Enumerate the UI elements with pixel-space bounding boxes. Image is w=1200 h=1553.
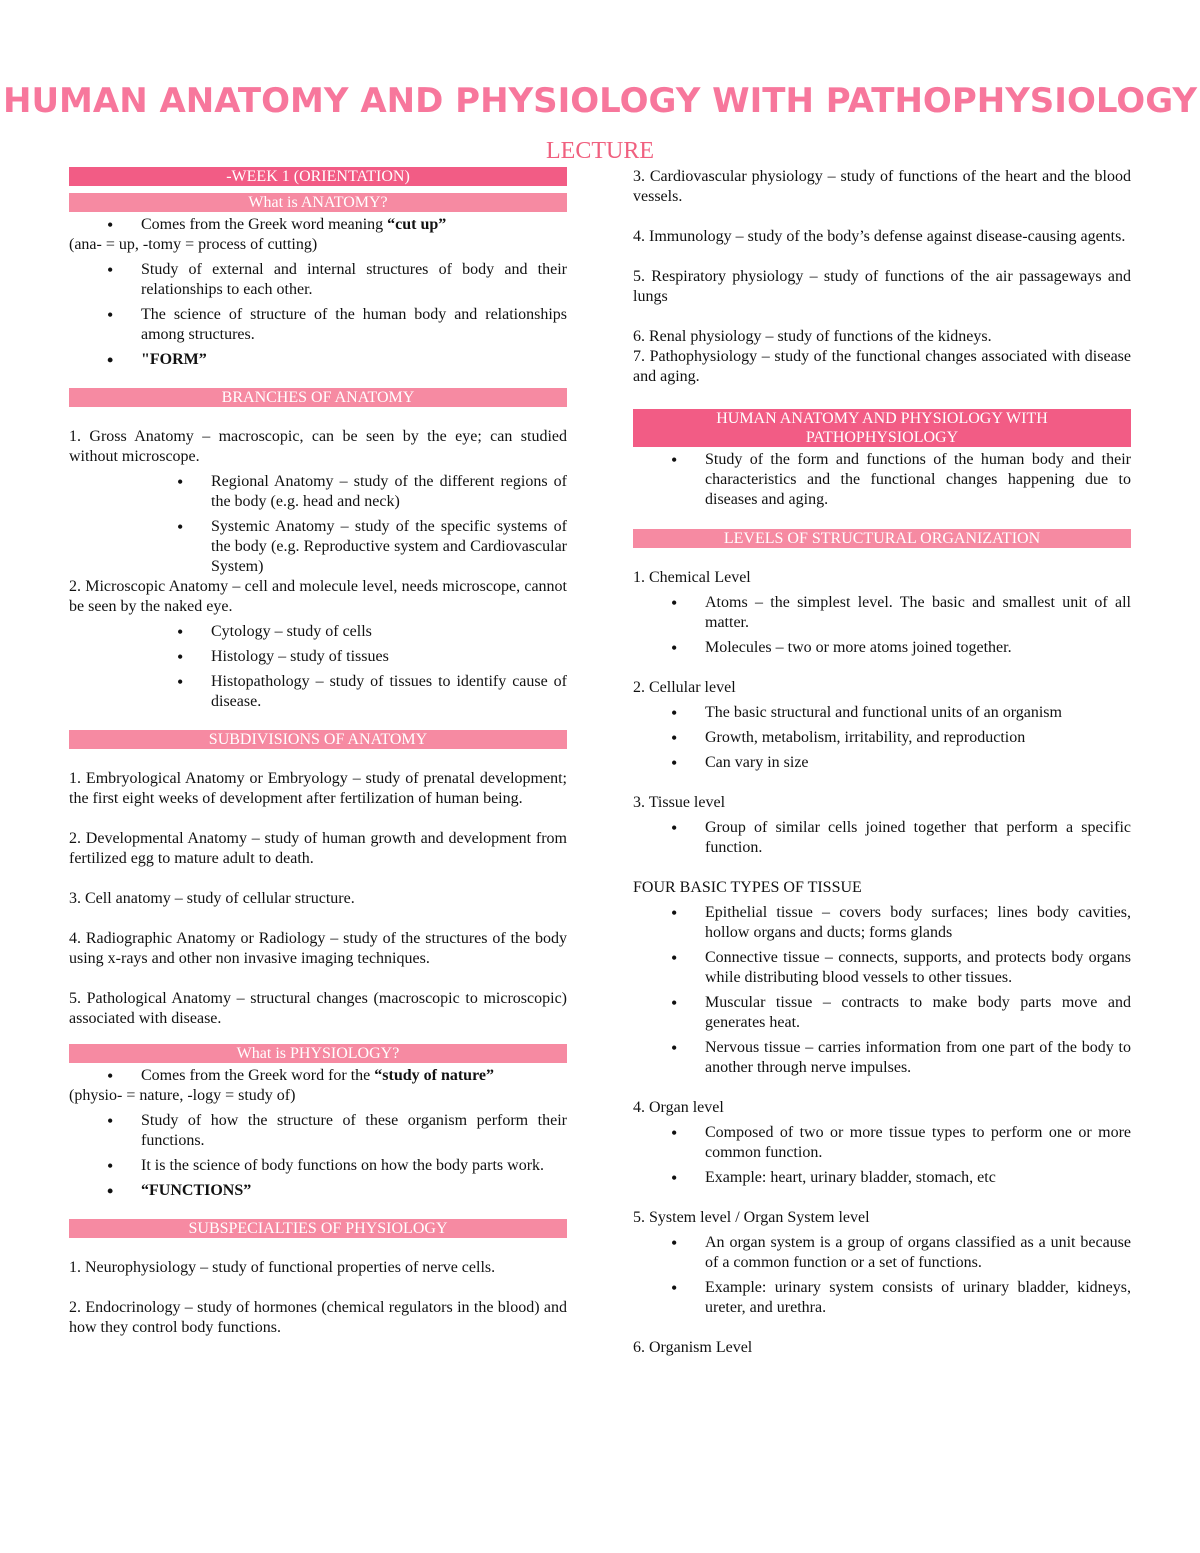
list-item: • Atoms – the simplest level. The basic and smallest unit of all matter. (633, 593, 1131, 633)
branches-header: BRANCHES OF ANATOMY (69, 388, 567, 407)
document-subtitle: LECTURE (546, 138, 654, 164)
system-list (633, 1233, 1131, 1318)
list-item: • Muscular tissue – contracts to make body parts move and generates heat. (633, 993, 1131, 1033)
paragraph: 5. System level / Organ System level (633, 1209, 870, 1226)
hap-header: HUMAN ANATOMY AND PHYSIOLOGY WITH PATHOPHYSIOLOGY (633, 409, 1131, 447)
list-item: • Can vary in size (633, 753, 1131, 773)
list-item: • Nervous tissue – carries information from one part of the body to another through nerve impulses. (633, 1038, 1131, 1078)
subspecialties-header: SUBSPECIALTIES OF PHYSIOLOGY (69, 1219, 567, 1238)
paragraph: 1. Chemical Level (633, 569, 751, 586)
paragraph: 3. Tissue level (633, 794, 726, 811)
paragraph: 5. Pathological Anatomy – structural changes (macroscopic to microscopic) associated with disease. (69, 990, 567, 1027)
list-item: • Systemic Anatomy – study of the specific systems of the body (e.g. Reproductive system and Cardiovascular System) (69, 517, 567, 577)
anatomy-list-cont (69, 260, 567, 370)
list-item: • An organ system is a group of organs classified as a unit because of a common function or a set of functions. (633, 1233, 1131, 1273)
paragraph: 6. Renal physiology – study of functions of the kidneys. (633, 328, 992, 345)
list-item: • "FORM” (69, 350, 567, 370)
paragraph: 2. Microscopic Anatomy – cell and molecule level, needs microscope, cannot be seen by the naked eye. (69, 578, 567, 615)
paragraph: 2. Endocrinology – study of hormones (chemical regulators in the blood) and how they control body functions. (69, 1299, 567, 1336)
tissue-types-list (633, 903, 1131, 1078)
micro-list (69, 622, 567, 712)
list-item: • The basic structural and functional units of an organism (633, 703, 1131, 723)
paragraph: 3. Cell anatomy – study of cellular structure. (69, 890, 355, 907)
paragraph: 1. Neurophysiology – study of functional properties of nerve cells. (69, 1259, 496, 1276)
cellular-list (633, 703, 1131, 773)
list-item: • Histopathology – study of tissues to identify cause of disease. (69, 672, 567, 712)
list-item: • Study of how the structure of these organism perform their functions. (69, 1111, 567, 1151)
paragraph: 6. Organism Level (633, 1339, 753, 1356)
list-item: • The science of structure of the human body and relationships among structures. (69, 305, 567, 345)
subdivisions-header: SUBDIVISIONS OF ANATOMY (69, 730, 567, 749)
etymology-note: (physio- = nature, -logy = study of) (69, 1087, 296, 1104)
list-item (69, 215, 567, 235)
gross-list (69, 472, 567, 577)
physiology-list (69, 1066, 567, 1086)
list-item: • Growth, metabolism, irritability, and reproduction (633, 728, 1131, 748)
bold-term: “study of nature” (374, 1067, 494, 1084)
physiology-header: What is PHYSIOLOGY? (69, 1044, 567, 1063)
bold-term: “cut up” (387, 216, 447, 233)
paragraph: FOUR BASIC TYPES OF TISSUE (633, 879, 862, 896)
list-item: • Histology – study of tissues (69, 647, 567, 667)
paragraph: 4. Immunology – study of the body’s defense against disease-causing agents. (633, 228, 1126, 245)
list-item: • Molecules – two or more atoms joined together. (633, 638, 1131, 658)
list-item: • Connective tissue – connects, supports, and protects body organs while distributing blood vessels to other tissues. (633, 948, 1131, 988)
organ-list (633, 1123, 1131, 1188)
paragraph: 1. Gross Anatomy – macroscopic, can be seen by the eye; can studied without microscope. (69, 428, 567, 465)
levels-header: LEVELS OF STRUCTURAL ORGANIZATION (633, 529, 1131, 548)
list-item: • “FUNCTIONS” (69, 1181, 567, 1201)
anatomy-header: What is ANATOMY? (69, 193, 567, 212)
physiology-list-cont (69, 1111, 567, 1201)
list-item: • Example: heart, urinary bladder, stomach, etc (633, 1168, 1131, 1188)
paragraph: 5. Respiratory physiology – study of functions of the air passageways and lungs (633, 268, 1131, 305)
paragraph: 4. Radiographic Anatomy or Radiology – study of the structures of the body using x-rays and other non invasive imaging techniques. (69, 930, 567, 967)
paragraph: 3. Cardiovascular physiology – study of functions of the heart and the blood vessels. (633, 168, 1131, 205)
list-item: • It is the science of body functions on how the body parts work. (69, 1156, 567, 1176)
hap-list (633, 450, 1131, 510)
list-item (69, 1066, 567, 1086)
list-item: • Cytology – study of cells (69, 622, 567, 642)
list-item: • Regional Anatomy – study of the different regions of the body (e.g. head and neck) (69, 472, 567, 512)
list-text: Comes from the Greek word for the (141, 1067, 375, 1084)
paragraph: 1. Embryological Anatomy or Embryology – study of prenatal development; the first eight weeks of development after fertilization of human being. (69, 770, 567, 807)
list-item: • Epithelial tissue – covers body surfaces; lines body cavities, hollow organs and ducts; forms glands (633, 903, 1131, 943)
etymology-note: (ana- = up, -tomy = process of cutting) (69, 236, 318, 253)
document-title: HUMAN ANATOMY AND PHYSIOLOGY WITH PATHOPHYSIOLOGY (2, 81, 1197, 121)
week-header: -WEEK 1 (ORIENTATION) (69, 167, 567, 186)
list-item: • Group of similar cells joined together that perform a specific function. (633, 818, 1131, 858)
anatomy-list (69, 215, 567, 235)
chemical-list (633, 593, 1131, 658)
list-item: • Composed of two or more tissue types to perform one or more common function. (633, 1123, 1131, 1163)
tissue-list (633, 818, 1131, 858)
paragraph: 2. Cellular level (633, 679, 736, 696)
paragraph: 4. Organ level (633, 1099, 724, 1116)
left-column (69, 167, 567, 1338)
paragraph: 2. Developmental Anatomy – study of human growth and development from fertilized egg to mature adult to death. (69, 830, 567, 867)
paragraph: 7. Pathophysiology – study of the functional changes associated with disease and aging. (633, 348, 1131, 385)
right-column (633, 167, 1131, 1358)
list-text: Comes from the Greek word meaning (141, 216, 388, 233)
list-item: • Example: urinary system consists of urinary bladder, kidneys, ureter, and urethra. (633, 1278, 1131, 1318)
list-item: • Study of external and internal structures of body and their relationships to each other. (69, 260, 567, 300)
list-item: • Study of the form and functions of the human body and their characteristics and the functional changes happening due to diseases and aging. (633, 450, 1131, 510)
